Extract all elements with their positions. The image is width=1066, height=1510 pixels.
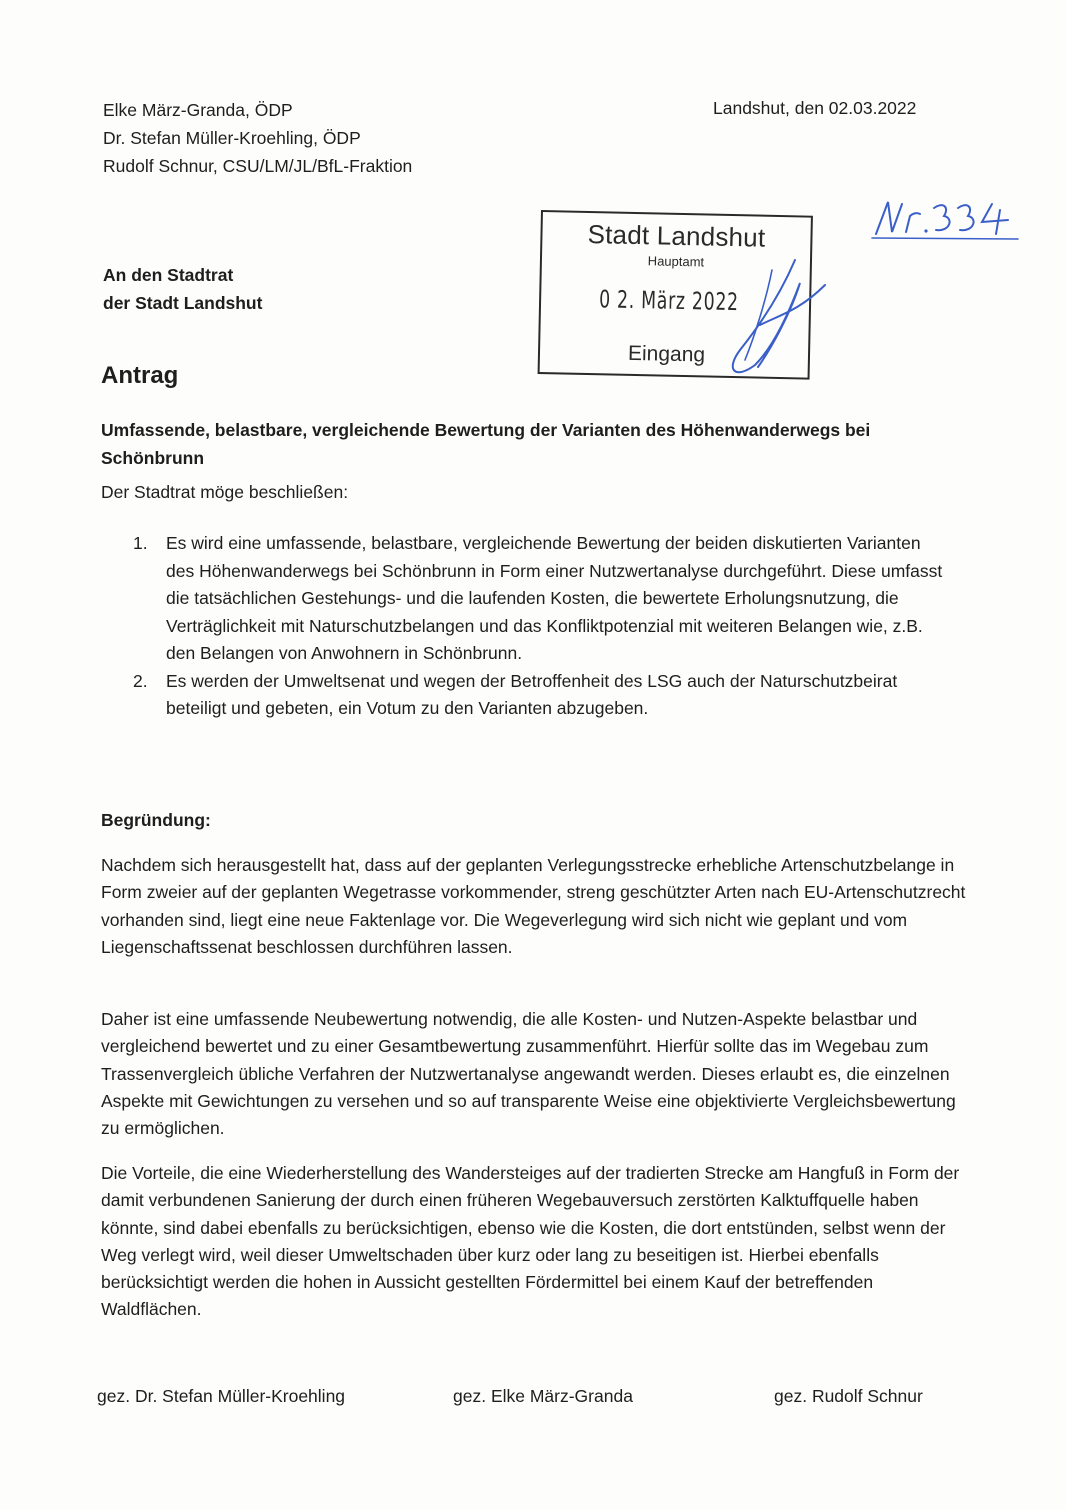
handwritten-signature-icon bbox=[700, 255, 830, 380]
motion-number: 2. bbox=[133, 670, 148, 691]
reasoning-heading: Begründung: bbox=[101, 810, 211, 830]
subject-line: Umfassende, belastbare, vergleichende Bewertung der Varianten des Höhenwanderwegs bei Schönbrunn bbox=[101, 420, 871, 468]
recipient-line: An den Stadtrat bbox=[103, 265, 234, 285]
stamp-city: Stadt Landshut bbox=[587, 218, 766, 253]
motion-text: Es werden der Umweltsenat und wegen der Betroffenheit des LSG auch der Naturschutzbeirat beteiligt und gebeten, ein Votum zu den Varianten abzugeben. bbox=[166, 670, 898, 718]
stamp-label: Eingang bbox=[627, 341, 706, 367]
motion-list bbox=[133, 530, 953, 723]
reasoning-paragraph: Die Vorteile, die eine Wiederherstellung des Wandersteiges auf der tradierten Strecke am Hangfuß in Form der damit verbundenen Sanierung der durch einen früheren Wegebauversuch zerstörten Kalktuffquelle haben könnte, sind dabei ebenfalls zu berücksichtigen, ebenso wie die Kosten, die dort entstünden, selbst wenn der Weg verlegt wird, weil dieser Umweltschaden über kurz oder lang zu beseitigen ist. Hierbei ebenfalls berücksichtigt werden die hohen in Aussicht gestellten Fördermittel bei einem Kauf der betreffenden Waldflächen. bbox=[101, 1163, 960, 1320]
sender-block bbox=[103, 96, 412, 180]
motion-item bbox=[133, 530, 953, 668]
motion-item bbox=[133, 668, 953, 723]
reasoning-paragraph: Nachdem sich herausgestellt hat, dass auf der geplanten Verlegungsstrecke erhebliche Artenschutzbelange in Form zweier auf der geplanten Wegetrasse vorkommender, streng geschützter Arten nach EU-Artenschutzrecht vorhanden sind, liegt eine neue Faktenlage vor. Die Wegeverlegung wird sich nicht wie geplant und vom Liegenschaftssenat beschlossen durchführen lassen. bbox=[101, 855, 966, 957]
stamp-date: 0 2. März 2022 bbox=[598, 285, 740, 317]
motion-number: 1. bbox=[133, 533, 148, 553]
sender-line: Elke März-Granda, ÖDP bbox=[103, 100, 293, 120]
reasoning-paragraph: Daher ist eine umfassende Neubewertung notwendig, die alle Kosten- und Nutzen-Aspekte belastbar und vergleichend bewertet und zu einer Gesamtbewertung zusammenführt. Hierfür sollte das im Wegebau zum Trassenvergleich übliche Verfahren der Nutzwertanalyse angewandt werden. Dieses erlaubt es, die einzelnen Aspekte mit Gewichtungen zu versehen und so auf transparente Weise eine objektivierte Vergleichsbewertung zu ermöglichen. bbox=[101, 1009, 956, 1139]
signature-maerz-granda: gez. Elke März-Granda bbox=[453, 1386, 633, 1406]
sender-line: Dr. Stefan Müller-Kroehling, ÖDP bbox=[103, 128, 361, 148]
handwritten-number-icon bbox=[868, 196, 1028, 246]
stamp-office: Hauptamt bbox=[647, 253, 705, 270]
motion-intro: Der Stadtrat möge beschließen: bbox=[101, 482, 349, 502]
document-type-title: Antrag bbox=[101, 362, 179, 389]
signature-mueller-kroehling: gez. Dr. Stefan Müller-Kroehling bbox=[97, 1386, 346, 1406]
motion-text: Es wird eine umfassende, belastbare, vergleichende Bewertung der beiden diskutierten Varianten des Höhenwanderwegs bei Schönbrunn in Form einer Nutzwertanalyse durchgeführt. Diese umfasst die tatsächlichen Gestehungs- und die laufenden Kosten, die bewertete Erholungsnutzung, die Verträglichkeit mit Naturschutzbelangen und das Konfliktpotenzial mit weiteren Belangen wie, z.B. den Belangen von Anwohnern in Schönbrunn. bbox=[166, 533, 943, 663]
signature-schnur: gez. Rudolf Schnur bbox=[774, 1386, 923, 1406]
recipient-block bbox=[103, 261, 262, 317]
sender-line: Rudolf Schnur, CSU/LM/JL/BfL-Fraktion bbox=[103, 156, 413, 176]
recipient-line: der Stadt Landshut bbox=[103, 293, 263, 313]
date-line: Landshut, den 02.03.2022 bbox=[713, 98, 917, 118]
